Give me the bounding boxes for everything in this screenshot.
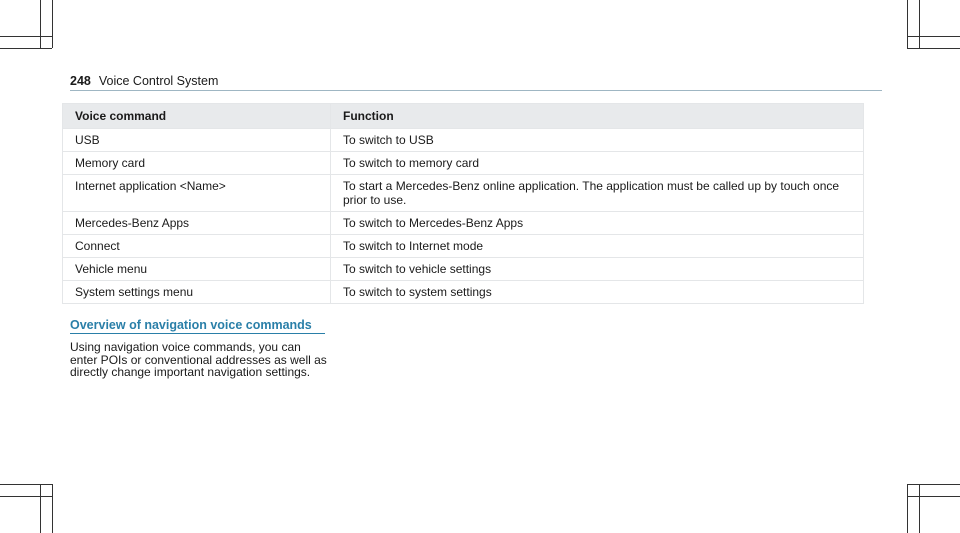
table-row <box>63 235 864 258</box>
function-cell: To switch to Internet mode <box>331 235 864 258</box>
section-heading-underline <box>70 333 325 334</box>
crop-mark <box>907 48 960 49</box>
command-cell: Vehicle menu <box>63 258 331 281</box>
crop-mark <box>907 484 908 533</box>
crop-mark <box>52 484 53 533</box>
crop-mark <box>907 484 960 485</box>
table-row <box>63 212 864 235</box>
page-number: 248 <box>70 74 91 88</box>
function-cell: To switch to USB <box>331 129 864 152</box>
crop-mark <box>919 0 920 48</box>
table-header-row <box>63 104 864 129</box>
crop-mark <box>40 484 41 533</box>
table-row <box>63 129 864 152</box>
table-row <box>63 152 864 175</box>
function-cell: To switch to Mercedes-Benz Apps <box>331 212 864 235</box>
crop-mark <box>907 0 908 48</box>
crop-mark <box>907 36 960 37</box>
crop-mark <box>919 484 920 533</box>
page-section-title: Voice Control System <box>98 74 219 88</box>
voice-command-table <box>62 103 864 304</box>
command-cell: Connect <box>63 235 331 258</box>
table-row <box>63 175 864 212</box>
function-cell: To switch to system settings <box>331 281 864 304</box>
crop-mark <box>907 496 960 497</box>
section-body-text: Using navigation voice commands, you can enter POIs or conventional addresses as well as directly change important navigation settings. <box>70 340 327 379</box>
command-cell: Memory card <box>63 152 331 175</box>
crop-mark <box>0 48 52 49</box>
crop-mark <box>52 0 53 48</box>
crop-mark <box>0 36 52 37</box>
section-heading: Overview of navigation voice commands <box>70 318 312 332</box>
command-cell: Internet application <Name> <box>63 175 331 212</box>
table-row <box>63 281 864 304</box>
column-header: Function <box>331 104 864 129</box>
command-cell: System settings menu <box>63 281 331 304</box>
function-cell: To switch to memory card <box>331 152 864 175</box>
function-cell: To start a Mercedes-Benz online application. The application must be called up by touch once prior to use. <box>331 175 864 212</box>
crop-mark <box>40 0 41 48</box>
header-divider <box>70 90 882 91</box>
crop-mark <box>0 496 52 497</box>
function-cell: To switch to vehicle settings <box>331 258 864 281</box>
page-header <box>70 74 882 90</box>
table-row <box>63 258 864 281</box>
command-cell: USB <box>63 129 331 152</box>
command-cell: Mercedes-Benz Apps <box>63 212 331 235</box>
column-header: Voice command <box>63 104 331 129</box>
crop-mark <box>0 484 52 485</box>
